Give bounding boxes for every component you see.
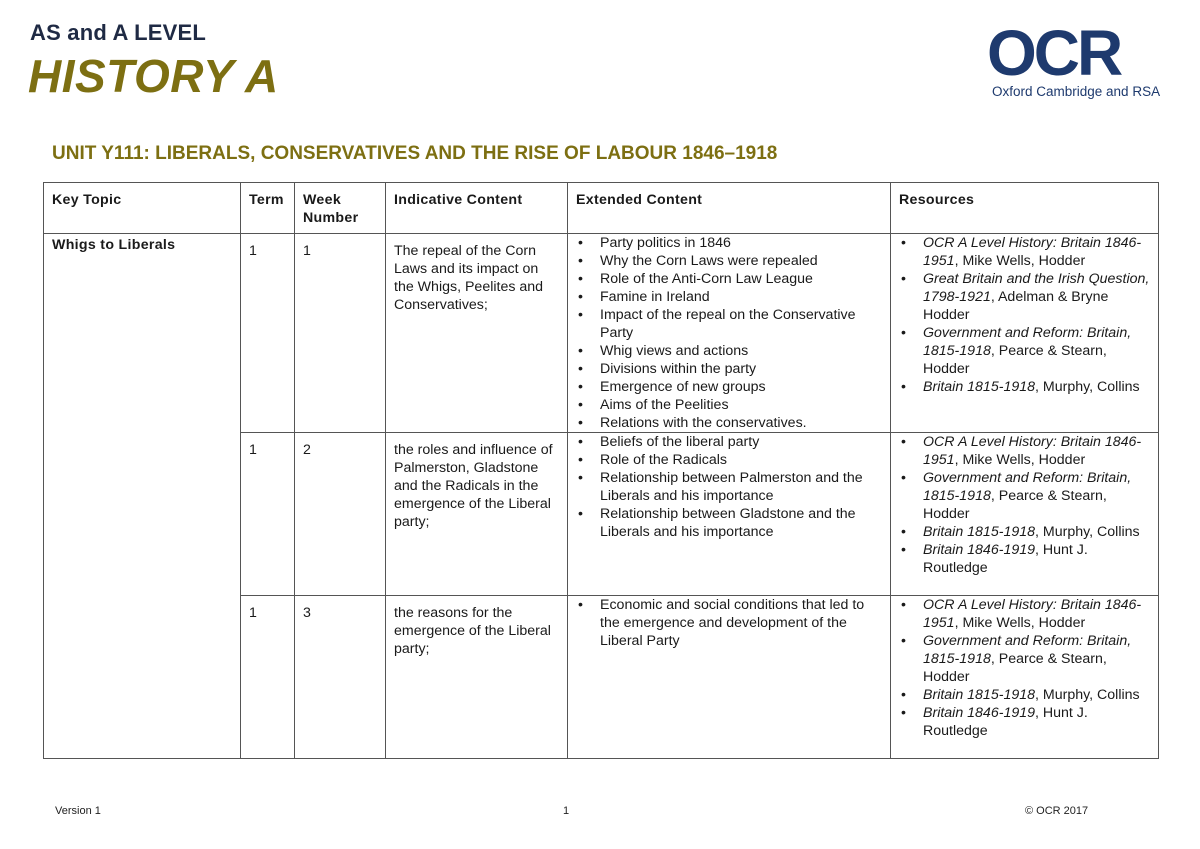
footer-copyright: © OCR 2017 [1025, 805, 1089, 817]
extended-content-item: • Whig views and actions [572, 342, 886, 360]
resource-details: , Murphy, Collins [1035, 687, 1140, 703]
resource-details: , Pearce & Stearn, Hodder [923, 651, 1107, 685]
resources-cell [891, 596, 1159, 759]
resources-cell [891, 433, 1159, 596]
resources-list [895, 433, 1154, 577]
extended-content-item: • Economic and social conditions that led to the emergence and development of the Liberal Party [572, 596, 886, 650]
header-extended-content: Extended Content [568, 183, 891, 234]
resource-title: Britain 1815-1918 [923, 379, 1036, 395]
unit-title: UNIT Y111: LIBERALS, CONSERVATIVES AND THE RISE OF LABOUR 1846–1918 [52, 143, 778, 164]
resource-details: , Murphy, Collins [1035, 379, 1140, 395]
resource-title: Government and Reform: Britain, 1815-1918 [923, 470, 1132, 504]
resource-title: OCR A Level History: Britain 1846-1951 [923, 434, 1142, 468]
resource-item [895, 378, 1154, 396]
header-resources: Resources [891, 183, 1159, 234]
extended-content-item: • Impact of the repeal on the Conservative Party [572, 306, 886, 342]
resource-details: , Hunt J. Routledge [923, 705, 1088, 739]
extended-content-cell [568, 596, 891, 759]
week-number-cell: 3 [295, 596, 386, 759]
header-indicative-content: Indicative Content [386, 183, 568, 234]
resource-title: Government and Reform: Britain, 1815-1918 [923, 633, 1132, 667]
resource-details: , Adelman & Bryne Hodder [923, 289, 1109, 323]
extended-content-item: • Relationship between Palmerston and the Liberals and his importance [572, 469, 886, 505]
extended-content-list [572, 234, 886, 432]
resource-item [895, 270, 1154, 324]
extended-content-item: • Relations with the conservatives. [572, 414, 886, 432]
resources-list [895, 596, 1154, 740]
term-cell: 1 [241, 433, 295, 596]
resource-title: Britain 1846-1919 [923, 542, 1036, 558]
resource-details: , Mike Wells, Hodder [954, 615, 1086, 631]
extended-content-item: • Famine in Ireland [572, 288, 886, 306]
resource-item [895, 469, 1154, 523]
resource-details: , Hunt J. Routledge [923, 542, 1088, 576]
term-cell: 1 [241, 596, 295, 759]
week-number-cell: 2 [295, 433, 386, 596]
extended-content-item: • Role of the Anti-Corn Law League [572, 270, 886, 288]
resource-item [895, 632, 1154, 686]
resource-title: Britain 1815-1918 [923, 687, 1036, 703]
resource-title: Britain 1846-1919 [923, 705, 1036, 721]
resource-details: , Pearce & Stearn, Hodder [923, 488, 1107, 522]
resources-list [895, 234, 1154, 396]
extended-content-cell [568, 234, 891, 433]
resource-title: OCR A Level History: Britain 1846-1951 [923, 235, 1142, 269]
header-week-number: Week Number [295, 183, 386, 234]
ocr-logo-wordmark: OCR [987, 17, 1121, 89]
resource-title: Britain 1815-1918 [923, 524, 1036, 540]
resource-title: OCR A Level History: Britain 1846-1951 [923, 597, 1142, 631]
extended-content-item: • Divisions within the party [572, 360, 886, 378]
resource-details: , Murphy, Collins [1035, 524, 1140, 540]
table-row [44, 234, 1159, 433]
footer-page-number: 1 [563, 805, 570, 817]
indicative-content-cell: the reasons for the emergence of the Liberal party; [386, 596, 568, 759]
extended-content-list [572, 433, 886, 541]
scheme-of-work-table [43, 182, 1159, 759]
qualification-subtitle: AS and A LEVEL [30, 20, 206, 45]
resource-item [895, 686, 1154, 704]
resource-item [895, 234, 1154, 270]
extended-content-item: • Party politics in 1846 [572, 234, 886, 252]
extended-content-cell [568, 433, 891, 596]
resource-item [895, 433, 1154, 469]
ocr-logo-tagline: Oxford Cambridge and RSA [992, 84, 1161, 99]
extended-content-list [572, 596, 886, 650]
extended-content-item: • Relationship between Gladstone and the Liberals and his importance [572, 505, 886, 541]
extended-content-item: • Why the Corn Laws were repealed [572, 252, 886, 270]
resource-item [895, 704, 1154, 740]
extended-content-item: • Emergence of new groups [572, 378, 886, 396]
resources-cell [891, 234, 1159, 433]
ocr-logo [987, 17, 1170, 104]
resource-details: , Mike Wells, Hodder [954, 253, 1086, 269]
resource-item [895, 596, 1154, 632]
footer-version: Version 1 [55, 805, 101, 817]
header-key-topic: Key Topic [44, 183, 241, 234]
resource-details: , Pearce & Stearn, Hodder [923, 343, 1107, 377]
term-cell: 1 [241, 234, 295, 433]
key-topic-cell: Whigs to Liberals [44, 234, 241, 759]
qualification-title: HISTORY A [28, 50, 279, 102]
table-header-row [44, 183, 1159, 234]
resource-title: Great Britain and the Irish Question, 1798-1921 [923, 271, 1150, 305]
indicative-content-cell: The repeal of the Corn Laws and its impact on the Whigs, Peelites and Conservatives; [386, 234, 568, 433]
resource-title: Government and Reform: Britain, 1815-1918 [923, 325, 1132, 359]
indicative-content-cell: the roles and influence of Palmerston, Gladstone and the Radicals in the emergence of the Liberal party; [386, 433, 568, 596]
header-term: Term [241, 183, 295, 234]
resource-item [895, 523, 1154, 541]
extended-content-item: • Aims of the Peelities [572, 396, 886, 414]
resource-item [895, 541, 1154, 577]
resource-details: , Mike Wells, Hodder [954, 452, 1086, 468]
extended-content-item: • Role of the Radicals [572, 451, 886, 469]
week-number-cell: 1 [295, 234, 386, 433]
extended-content-item: • Beliefs of the liberal party [572, 433, 886, 451]
resource-item [895, 324, 1154, 378]
